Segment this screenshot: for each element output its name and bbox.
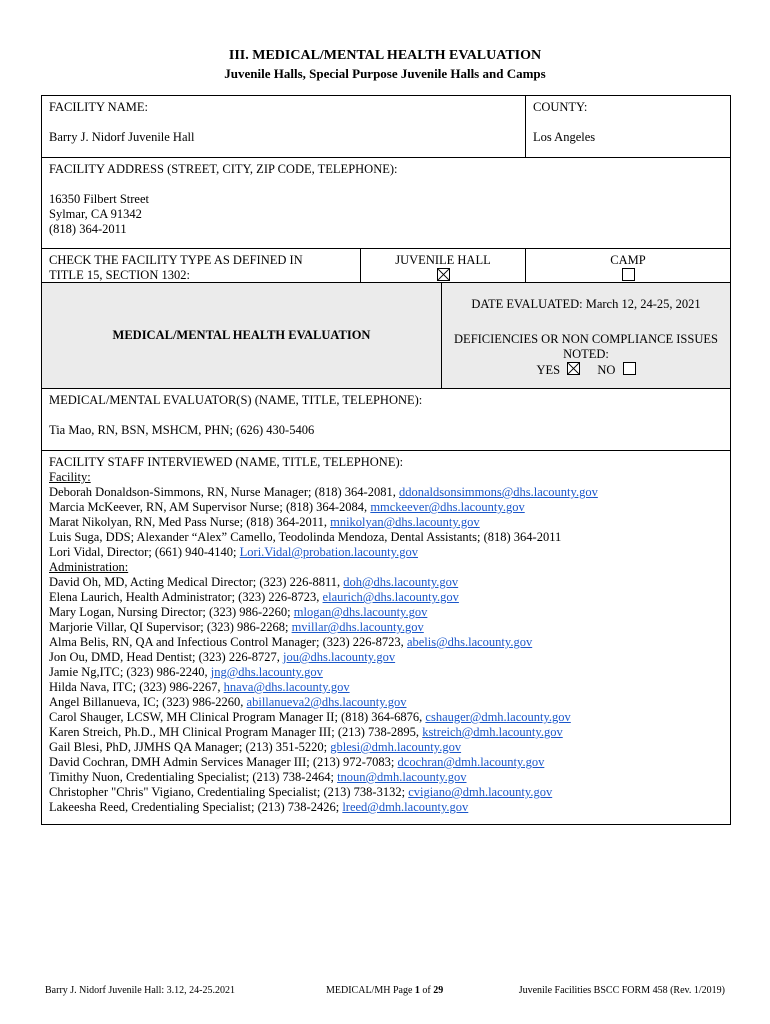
- staff-entry-text: Hilda Nava, ITC; (323) 986-2267,: [49, 680, 224, 694]
- facility-heading: Facility:: [49, 470, 91, 484]
- staff-entry-text: Jamie Ng,ITC; (323) 986-2240,: [49, 665, 211, 679]
- staff-entry-text: Luis Suga, DDS; Alexander “Alex” Camello, Teodolinda Mendoza, Dental Assistants; (818) 364-2011: [49, 530, 562, 544]
- staff-entry: [49, 620, 723, 635]
- staff-email-link[interactable]: tnoun@dmh.lacounty.gov: [337, 770, 467, 784]
- footer-left: Barry J. Nidorf Juvenile Hall: 3.12, 24-25.2021: [45, 985, 235, 996]
- facility-type-label-line1: CHECK THE FACILITY TYPE AS DEFINED IN: [49, 253, 303, 267]
- footer-page-prefix: MEDICAL/MH Page: [326, 985, 415, 996]
- evaluators-cell: [42, 389, 730, 450]
- county-value: Los Angeles: [533, 130, 596, 144]
- facility-staff-list: [49, 485, 723, 560]
- facility-address-cell: [42, 158, 730, 248]
- facility-name-row: [42, 96, 730, 158]
- facility-type-label-cell: [42, 249, 361, 282]
- staff-entry: [49, 755, 723, 770]
- staff-entry-text: Deborah Donaldson-Simmons, RN, Nurse Manager; (818) 364-2081,: [49, 485, 399, 499]
- staff-entry: [49, 605, 723, 620]
- staff-email-link[interactable]: jng@dhs.lacounty.gov: [210, 665, 323, 679]
- footer-page-of: of: [419, 985, 434, 996]
- staff-entry-text: Lori Vidal, Director; (661) 940-4140;: [49, 545, 240, 559]
- deficiencies-label-line1: DEFICIENCIES OR NON COMPLIANCE ISSUES: [454, 332, 718, 346]
- evaluators-row: [42, 389, 730, 451]
- county-label: COUNTY:: [533, 100, 588, 114]
- staff-email-link[interactable]: mnikolyan@dhs.lacounty.gov: [330, 515, 480, 529]
- staff-email-link[interactable]: mvillar@dhs.lacounty.gov: [291, 620, 424, 634]
- footer-page: [326, 985, 443, 996]
- staff-entry: [49, 725, 723, 740]
- staff-entry: [49, 680, 723, 695]
- staff-email-link[interactable]: dcochran@dmh.lacounty.gov: [397, 755, 545, 769]
- staff-email-link[interactable]: elaurich@dhs.lacounty.gov: [322, 590, 459, 604]
- facility-type-label-line2: TITLE 15, SECTION 1302:: [49, 268, 190, 282]
- facility-address-row: [42, 158, 730, 249]
- staff-email-link[interactable]: abillanueva2@dhs.lacounty.gov: [246, 695, 407, 709]
- evaluation-section-label: MEDICAL/MENTAL HEALTH EVALUATION: [112, 328, 371, 342]
- address-line: (818) 364-2011: [49, 222, 127, 236]
- juvenile-hall-checkbox[interactable]: [437, 268, 450, 281]
- staff-email-link[interactable]: mlogan@dhs.lacounty.gov: [293, 605, 428, 619]
- staff-entry-text: David Oh, MD, Acting Medical Director; (323) 226-8811,: [49, 575, 344, 589]
- staff-entry-text: Mary Logan, Nursing Director; (323) 986-2260;: [49, 605, 294, 619]
- staff-email-link[interactable]: lreed@dmh.lacounty.gov: [342, 800, 469, 814]
- staff-email-link[interactable]: doh@dhs.lacounty.gov: [343, 575, 459, 589]
- staff-entry: [49, 785, 723, 800]
- county-cell: [526, 96, 730, 157]
- evaluation-detail-cell: [442, 283, 730, 388]
- staff-email-link[interactable]: mmckeever@dhs.lacounty.gov: [370, 500, 525, 514]
- staff-entry-text: David Cochran, DMH Admin Services Manager III; (213) 972-7083;: [49, 755, 398, 769]
- staff-email-link[interactable]: jou@dhs.lacounty.gov: [283, 650, 396, 664]
- staff-entry-text: Elena Laurich, Health Administrator; (323) 226-8723,: [49, 590, 323, 604]
- facility-name-value: Barry J. Nidorf Juvenile Hall: [49, 130, 195, 144]
- staff-email-link[interactable]: cshauger@dmh.lacounty.gov: [425, 710, 571, 724]
- camp-label: CAMP: [610, 253, 646, 267]
- address-line: Sylmar, CA 91342: [49, 207, 142, 221]
- staff-email-link[interactable]: ddonaldsonsimmons@dhs.lacounty.gov: [398, 485, 598, 499]
- staff-cell: [42, 451, 730, 824]
- camp-cell: [526, 249, 730, 282]
- staff-row: [42, 451, 730, 824]
- evaluation-form: [41, 95, 731, 825]
- staff-email-link[interactable]: hnava@dhs.lacounty.gov: [223, 680, 350, 694]
- staff-entry: [49, 515, 723, 530]
- facility-name-label: FACILITY NAME:: [49, 100, 148, 114]
- staff-entry-text: Karen Streich, Ph.D., MH Clinical Program Manager III; (213) 738-2895,: [49, 725, 423, 739]
- staff-entry: [49, 710, 723, 725]
- juvenile-hall-cell: [361, 249, 526, 282]
- address-line: 16350 Filbert Street: [49, 192, 149, 206]
- evaluators-label: MEDICAL/MENTAL EVALUATOR(S) (NAME, TITLE, TELEPHONE):: [49, 393, 423, 407]
- staff-entry: [49, 485, 723, 500]
- staff-entry: [49, 530, 723, 545]
- yes-checkbox[interactable]: [567, 362, 580, 375]
- staff-entry-text: Jon Ou, DMD, Head Dentist; (323) 226-8727,: [49, 650, 284, 664]
- evaluators-value: Tia Mao, RN, BSN, MSHCM, PHN; (626) 430-5406: [49, 423, 315, 437]
- staff-entry: [49, 575, 723, 590]
- footer-page-total: 29: [433, 985, 444, 996]
- staff-email-link[interactable]: cvigiano@dmh.lacounty.gov: [408, 785, 553, 799]
- staff-email-link[interactable]: gblesi@dmh.lacounty.gov: [330, 740, 462, 754]
- staff-entry: [49, 695, 723, 710]
- facility-address-label: FACILITY ADDRESS (STREET, CITY, ZIP CODE, TELEPHONE):: [49, 162, 398, 176]
- footer-page-number: 1: [414, 985, 420, 996]
- staff-entry-text: Lakeesha Reed, Credentialing Specialist; (213) 738-2426;: [49, 800, 343, 814]
- administration-staff-list: [49, 575, 723, 815]
- date-evaluated: DATE EVALUATED: March 12, 24-25, 2021: [471, 297, 701, 311]
- footer-right: Juvenile Facilities BSCC FORM 458 (Rev. 1/2019): [518, 985, 725, 996]
- deficiencies-label-line2: NOTED:: [563, 347, 609, 361]
- camp-checkbox[interactable]: [622, 268, 635, 281]
- evaluation-label-cell: [42, 283, 442, 388]
- staff-entry: [49, 545, 723, 560]
- staff-entry-text: Marjorie Villar, QI Supervisor; (323) 986-2268;: [49, 620, 292, 634]
- staff-entry-text: Timithy Nuon, Credentialing Specialist; (213) 738-2464;: [49, 770, 338, 784]
- page-subtitle: Juvenile Halls, Special Purpose Juvenile Halls and Camps: [224, 66, 546, 81]
- staff-entry: [49, 740, 723, 755]
- staff-entry: [49, 590, 723, 605]
- facility-name-cell: [42, 96, 526, 157]
- staff-entry: [49, 800, 723, 815]
- staff-label: FACILITY STAFF INTERVIEWED (NAME, TITLE, TELEPHONE):: [49, 455, 404, 469]
- staff-entry-text: Marcia McKeever, RN, AM Supervisor Nurse; (818) 364-2084,: [49, 500, 371, 514]
- staff-email-link[interactable]: Lori.Vidal@probation.lacounty.gov: [239, 545, 418, 559]
- staff-entry: [49, 635, 723, 650]
- administration-heading: Administration:: [49, 560, 129, 574]
- staff-entry: [49, 665, 723, 680]
- page-title: III. MEDICAL/MENTAL HEALTH EVALUATION: [228, 48, 542, 63]
- evaluation-row: [42, 283, 730, 389]
- staff-entry-text: Alma Belis, RN, QA and Infectious Control Manager; (323) 226-8723,: [49, 635, 407, 649]
- no-label: NO: [597, 363, 616, 377]
- staff-entry: [49, 650, 723, 665]
- staff-entry: [49, 500, 723, 515]
- no-checkbox[interactable]: [623, 362, 636, 375]
- staff-entry-text: Carol Shauger, LCSW, MH Clinical Program Manager II; (818) 364-6876,: [49, 710, 426, 724]
- staff-entry-text: Christopher "Chris" Vigiano, Credentialing Specialist; (213) 738-3132;: [49, 785, 409, 799]
- juvenile-hall-label: JUVENILE HALL: [395, 253, 491, 267]
- staff-email-link[interactable]: abelis@dhs.lacounty.gov: [406, 635, 533, 649]
- facility-type-row: [42, 249, 730, 283]
- staff-entry-text: Angel Billanueva, IC; (323) 986-2260,: [49, 695, 247, 709]
- staff-entry-text: Marat Nikolyan, RN, Med Pass Nurse; (818) 364-2011,: [49, 515, 331, 529]
- staff-entry-text: Gail Blesi, PhD, JJMHS QA Manager; (213) 351-5220;: [49, 740, 331, 754]
- staff-email-link[interactable]: kstreich@dmh.lacounty.gov: [422, 725, 563, 739]
- yes-label: YES: [536, 363, 561, 377]
- staff-entry: [49, 770, 723, 785]
